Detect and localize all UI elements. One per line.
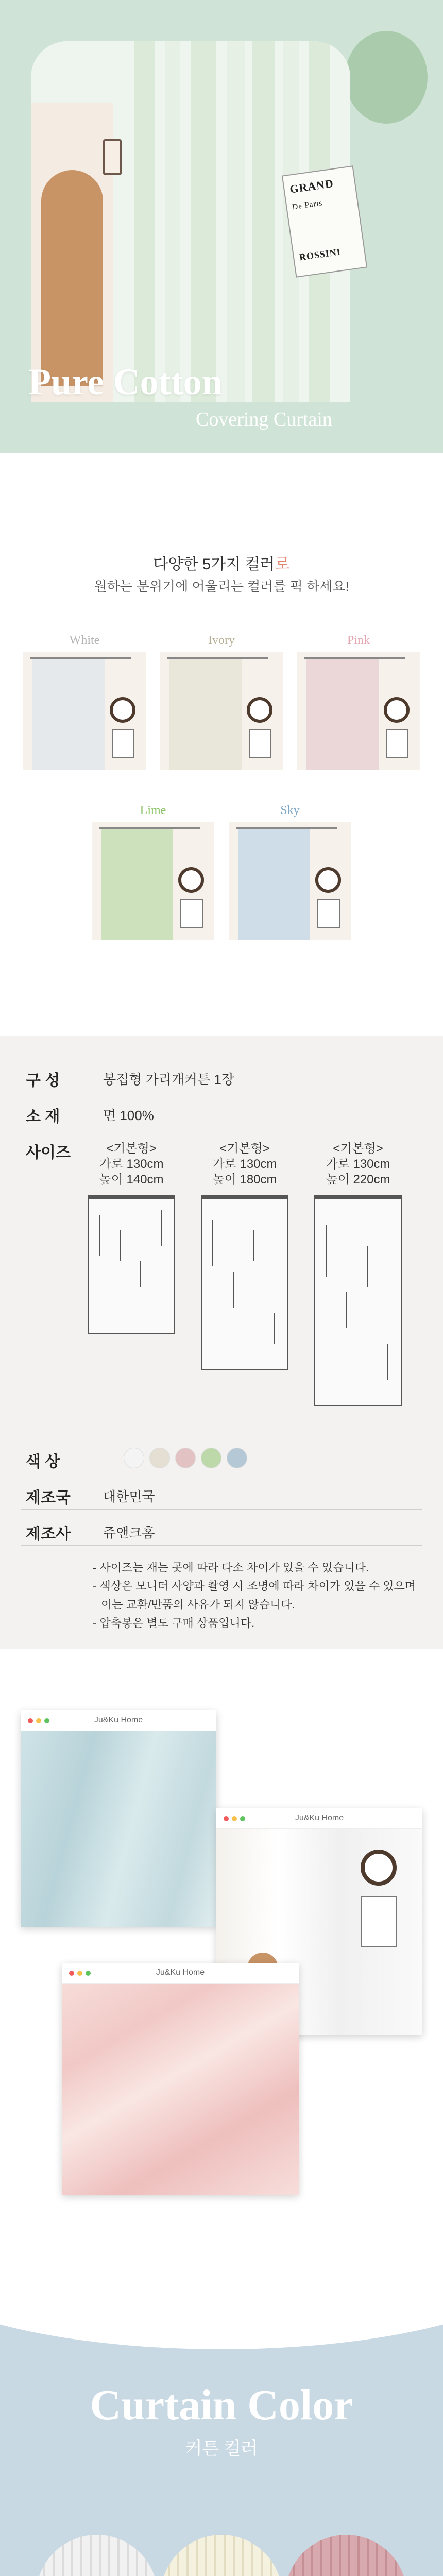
picture-frame [103, 139, 122, 175]
colors-headline [0, 551, 443, 574]
colors-subheadline: 원하는 분위기에 어울리는 컬러를 픽 하세요! [94, 579, 349, 594]
poster-line-1: GRAND [288, 176, 335, 196]
curtain-card-pink [285, 2535, 407, 2576]
spec-value: 쥬앤크홈 [103, 1525, 155, 1540]
wooden-shelf [41, 170, 103, 386]
swatch-pink [297, 634, 420, 770]
hero-title: Pure Cotton [28, 361, 223, 402]
spec-key: 제조국 [26, 1489, 71, 1506]
size-type: <기본형> [219, 1142, 270, 1156]
colors-headline-suffix: 로 [275, 556, 290, 573]
color-dot [227, 1448, 247, 1468]
colors-headline-main: 다양한 5가지 컬러 [153, 556, 275, 573]
clock-icon [361, 1850, 397, 1886]
color-dot [201, 1448, 222, 1468]
size-height: 높이 180cm [212, 1173, 277, 1187]
poster-line-3: ROSSINI [298, 246, 342, 263]
swatch-ivory [160, 634, 283, 770]
browser-window-3 [62, 1963, 299, 2195]
size-label-2 [201, 1141, 288, 1188]
clock-icon [247, 697, 272, 723]
note-item: - 압축봉은 별도 구매 상품입니다. [93, 1617, 255, 1630]
size-height: 높이 140cm [99, 1173, 164, 1187]
size-diagram-3 [314, 1195, 402, 1406]
spec-key: 구 성 [26, 1072, 60, 1089]
size-height: 높이 220cm [326, 1173, 390, 1187]
clock-icon [315, 867, 341, 893]
swatch-photo [160, 652, 283, 770]
color-dots [124, 1448, 252, 1471]
plant-decoration [345, 31, 428, 124]
window-photo [62, 1984, 299, 2195]
size-type: <기본형> [106, 1142, 157, 1156]
browser-window-1 [21, 1710, 216, 1927]
clock-icon [384, 697, 410, 723]
curtain-card-ivory [161, 2535, 282, 2576]
color-dot [175, 1448, 196, 1468]
spec-row-composition [21, 1061, 422, 1092]
poster-sign [361, 1896, 397, 1947]
size-diagram-2 [201, 1195, 288, 1370]
size-diagram-1 [88, 1195, 175, 1334]
size-type: <기본형> [333, 1142, 383, 1156]
window-titlebar [216, 1808, 422, 1829]
window-titlebar [62, 1963, 299, 1984]
spec-row-material [21, 1097, 422, 1128]
notes-list [93, 1558, 422, 1633]
note-item: - 색상은 모니터 사양과 촬영 시 조명에 따라 차이가 있을 수 있으며 [93, 1580, 416, 1592]
window-titlebar [21, 1710, 216, 1731]
swatch-label: White [69, 634, 100, 647]
hero-subtitle: Covering Curtain [196, 409, 332, 430]
size-label-3 [314, 1141, 402, 1188]
browser-windows-section [0, 1649, 443, 2246]
colors-section [0, 453, 443, 1036]
color-dot [149, 1448, 170, 1468]
curtain-card-white [36, 2535, 158, 2576]
window-title: Ju&Ku Home [295, 1814, 344, 1822]
swatch-lime [92, 804, 214, 940]
hero-section [0, 0, 443, 453]
color-dot [124, 1448, 144, 1468]
spec-section [0, 1036, 443, 1649]
swatch-sky [229, 804, 351, 940]
size-width: 가로 130cm [326, 1157, 390, 1171]
swatch-photo [229, 822, 351, 940]
clock-icon [178, 867, 204, 893]
spec-value: 봉집형 가리개커튼 1장 [103, 1072, 234, 1087]
spec-key: 색 상 [26, 1453, 60, 1470]
top-curve [0, 2246, 443, 2349]
poster-line-2: De Paris [292, 199, 323, 212]
spec-row-color [21, 1443, 422, 1473]
swatch-photo [92, 822, 214, 940]
spec-row-country [21, 1479, 422, 1510]
curtain-color-subtitle: 커튼 컬러 [185, 2439, 258, 2459]
poster-sign [282, 165, 367, 278]
spec-row-maker [21, 1515, 422, 1546]
window-photo [21, 1731, 216, 1927]
spec-key: 소 재 [26, 1108, 60, 1125]
spec-value: 대한민국 [103, 1489, 155, 1504]
window-title: Ju&Ku Home [156, 1968, 205, 1977]
size-label-1 [88, 1141, 175, 1188]
window-title: Ju&Ku Home [94, 1716, 143, 1724]
swatch-label: Pink [347, 634, 370, 647]
size-width: 가로 130cm [99, 1157, 164, 1171]
spec-value: 면 100% [103, 1108, 154, 1123]
note-item: 이는 교환/반품의 사유가 되지 않습니다. [101, 1598, 295, 1611]
clock-icon [110, 697, 135, 723]
size-width: 가로 130cm [212, 1157, 277, 1171]
swatch-photo [23, 652, 146, 770]
swatch-label: Ivory [208, 634, 235, 647]
swatch-white [23, 634, 146, 770]
curtain-color-title: Curtain Color [90, 2381, 353, 2429]
note-item: - 사이즈는 재는 곳에 따라 다소 차이가 있을 수 있습니다. [93, 1561, 369, 1574]
spec-key: 사이즈 [26, 1144, 71, 1161]
curtain-color-section [0, 2246, 443, 2576]
swatch-label: Sky [280, 804, 300, 817]
spec-key: 제조사 [26, 1526, 71, 1543]
swatch-photo [297, 652, 420, 770]
swatch-label: Lime [140, 804, 166, 817]
